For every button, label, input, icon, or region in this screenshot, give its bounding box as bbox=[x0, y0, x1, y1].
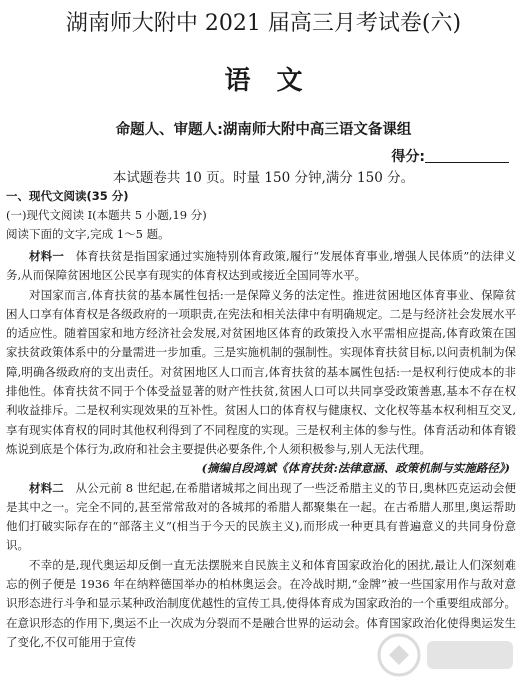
material1-intro bbox=[6, 247, 516, 286]
watermark-icon bbox=[371, 625, 521, 685]
score-field bbox=[391, 146, 509, 166]
subject-title: 语 文 bbox=[224, 66, 303, 96]
reading-passage bbox=[6, 247, 516, 652]
exam-info: 本试题卷共 10 页。时量 150 分钟,满分 150 分。 bbox=[112, 170, 415, 186]
score-label: 得分: bbox=[391, 149, 425, 165]
material2-intro-text: 从公元前 8 世纪起,在希腊诸城邦之间出现了一些泛希腊主义的节日,奥林匹克运动会便是其中之一。完全不同的,甚至常常敌对的各城邦的希腊人都聚集在一起。在古希腊人那里,奥运帮助他们打破实际存在的“部落主义”(相当于今天的民族主义),而形成一种更具有普遍意义的共同身份意识。 bbox=[6, 480, 517, 553]
material1-paragraph: 对国家而言,体育扶贫的基本属性包括:一是保障义务的法定性。推进贫困地区体育事业、保障贫困人口享有体育权是各级政府的一项职责,在宪法和相关法律中有明确规定。二是与经济社会发展水平的适应性。随着国家和地方经济社会发展,对贫困地区体育的政策投入水平需相应提高,体育政策在国家扶贫政策体系中的分量需进一步加重。三是实施机制的强制性。实现体育扶贫目标,以问责机制为保障,明确各级政府的支出责任。对贫困地区人口而言,体育扶贫的基本属性包括:一是权利行使成本的非排他性。体育扶贫不同于个体受益显著的财产性扶贫,贫困人口可以共同享受政策善惠,基本不存在权利收益排斥。二是权利实现效果的互补性。贫困人口的体育权与健康权、文化权等基本权利相互交叉,享有现实体育权的同时其他权利得到了不同程度的实现。三是权利主体的参与性。体育活动和体育锻炼说到底是个体行为,政府和社会主要提供必要条件,个人须积极参与,别人无法代理。 bbox=[6, 287, 516, 456]
exam-title: 湖南师大附中 2021 届高三月考试卷(六) bbox=[65, 11, 462, 36]
material1-intro-text: 体育扶贫是指国家通过实施特别体育政策,履行“发展体育事业,增强人民体质”的法律义务,从而保障贫困地区公民享有现实的体育权达到或接近全国同等水平。 bbox=[6, 249, 516, 283]
material2-paragraph: 不幸的是,现代奥运却反倒一直无法摆脱来自民族主义和体育国家政治化的困扰,最让人们深刻难忘的例子便是 1936 年在纳粹德国举办的柏林奥运会。在冷战时期,“金牌”被一些国家用作与敌对意识形态进行斗争和显示某种政治制度优越性的宣传工具,使得体育成为国家政治的一个重要组成部分。在意识形态的作用下,奥运不止一次成为分裂而不是融合世界的运动会。体育国家政治化使得奥运发生了变化,不仅可能用于宣传 bbox=[6, 557, 516, 649]
reading-instruction: 阅读下面的文字,完成 1～5 题。 bbox=[6, 227, 170, 241]
material2-label: 材料二 bbox=[29, 480, 64, 495]
material2-intro bbox=[6, 479, 516, 556]
sub-section-heading: (一)现代文阅读 I(本题共 5 小题,19 分) bbox=[6, 208, 207, 222]
score-blank bbox=[425, 148, 509, 163]
material1-citation: (摘编自段鸿斌《体育扶贫:法律意涵、政策机制与实施路径》) bbox=[201, 461, 510, 476]
section-heading: 一、现代文阅读(35 分) bbox=[6, 189, 129, 203]
authors-line: 命题人、审题人:湖南师大附中高三语文备课组 bbox=[115, 122, 412, 138]
material1-label: 材料一 bbox=[29, 249, 65, 263]
